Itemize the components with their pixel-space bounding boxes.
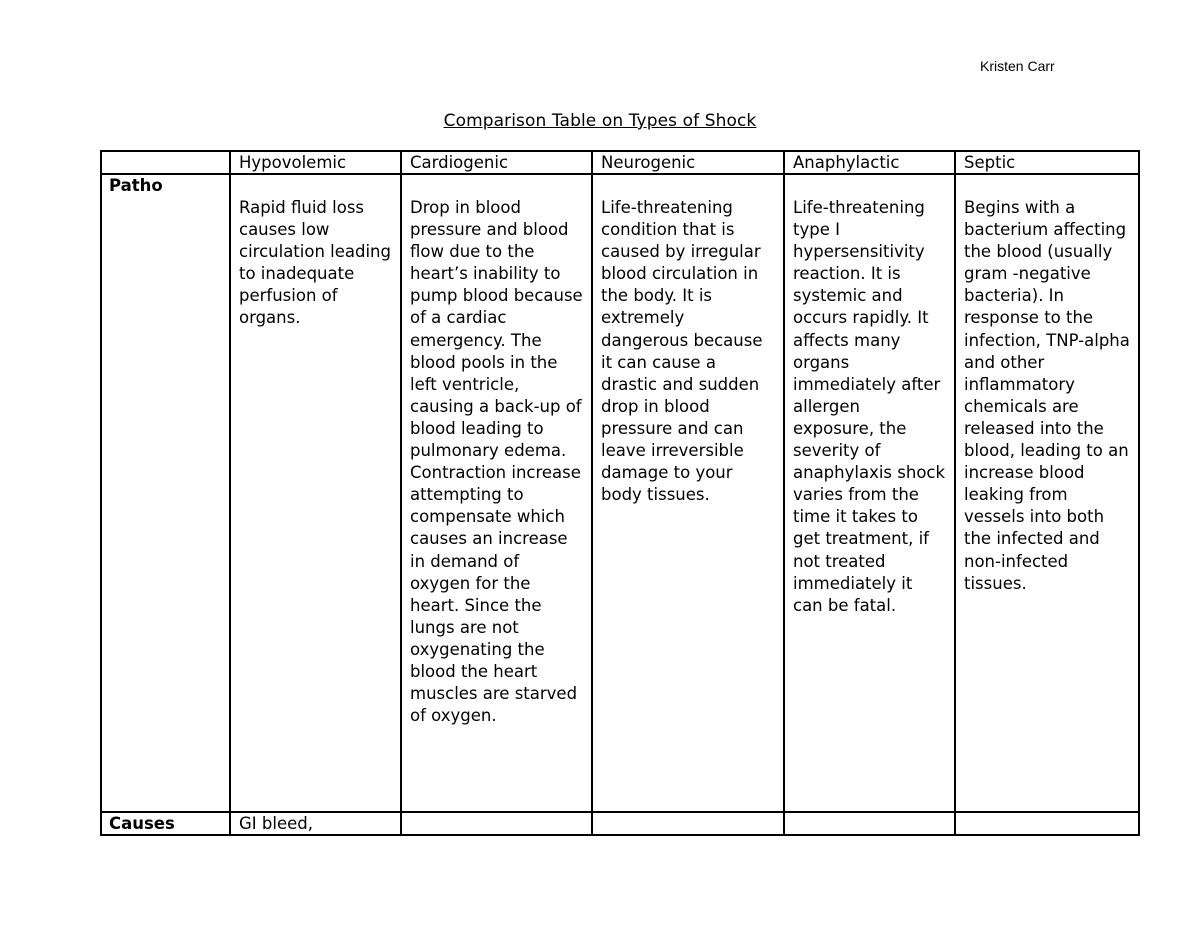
row-label-patho: Patho [101,174,230,812]
cell-causes-hypovolemic: GI bleed, [230,812,401,835]
cell-patho-cardiogenic: Drop in blood pressure and blood flow due to the heart’s inability to pump blood because of a cardiac emergency. The blood pools in the left ventricle, causing a back-up of blood leading to pulmonary edema. Contraction increase attempting to compensate which causes an increase in demand of oxygen for the heart. Since the lungs are not oxygenating the blood the heart muscles are starved of oxygen. [401,174,592,812]
cell-causes-anaphylactic [784,812,955,835]
cell-causes-cardiogenic [401,812,592,835]
column-header-hypovolemic: Hypovolemic [230,151,401,174]
column-header-septic: Septic [955,151,1139,174]
row-label-causes: Causes [101,812,230,835]
column-header-neurogenic: Neurogenic [592,151,784,174]
cell-patho-septic: Begins with a bacterium affecting the blood (usually gram -negative bacteria). In response to the infection, TNP-alpha and other inflammatory chemicals are released into the blood, leading to an increase blood leaking from vessels into both the infected and non-infected tissues. [955,174,1139,812]
shock-comparison-table [100,150,1140,836]
column-header-cardiogenic: Cardiogenic [401,151,592,174]
cell-patho-hypovolemic: Rapid fluid loss causes low circulation leading to inadequate perfusion of organs. [230,174,401,812]
table-row-patho [101,174,1139,812]
column-header-empty [101,151,230,174]
table-header-row [101,151,1139,174]
table-row-causes [101,812,1139,835]
document-title: Comparison Table on Types of Shock [443,111,757,131]
cell-patho-anaphylactic: Life-threatening type I hypersensitivity reaction. It is systemic and occurs rapidly. It affects many organs immediately after allergen exposure, the severity of anaphylaxis shock varies from the time it takes to get treatment, if not treated immediately it can be fatal. [784,174,955,812]
column-header-anaphylactic: Anaphylactic [784,151,955,174]
cell-causes-neurogenic [592,812,784,835]
cell-causes-septic [955,812,1139,835]
cell-patho-neurogenic: Life-threatening condition that is caused by irregular blood circulation in the body. It is extremely dangerous because it can cause a drastic and sudden drop in blood pressure and can leave irreversible damage to your body tissues. [592,174,784,812]
author-name: Kristen Carr [980,58,1055,74]
